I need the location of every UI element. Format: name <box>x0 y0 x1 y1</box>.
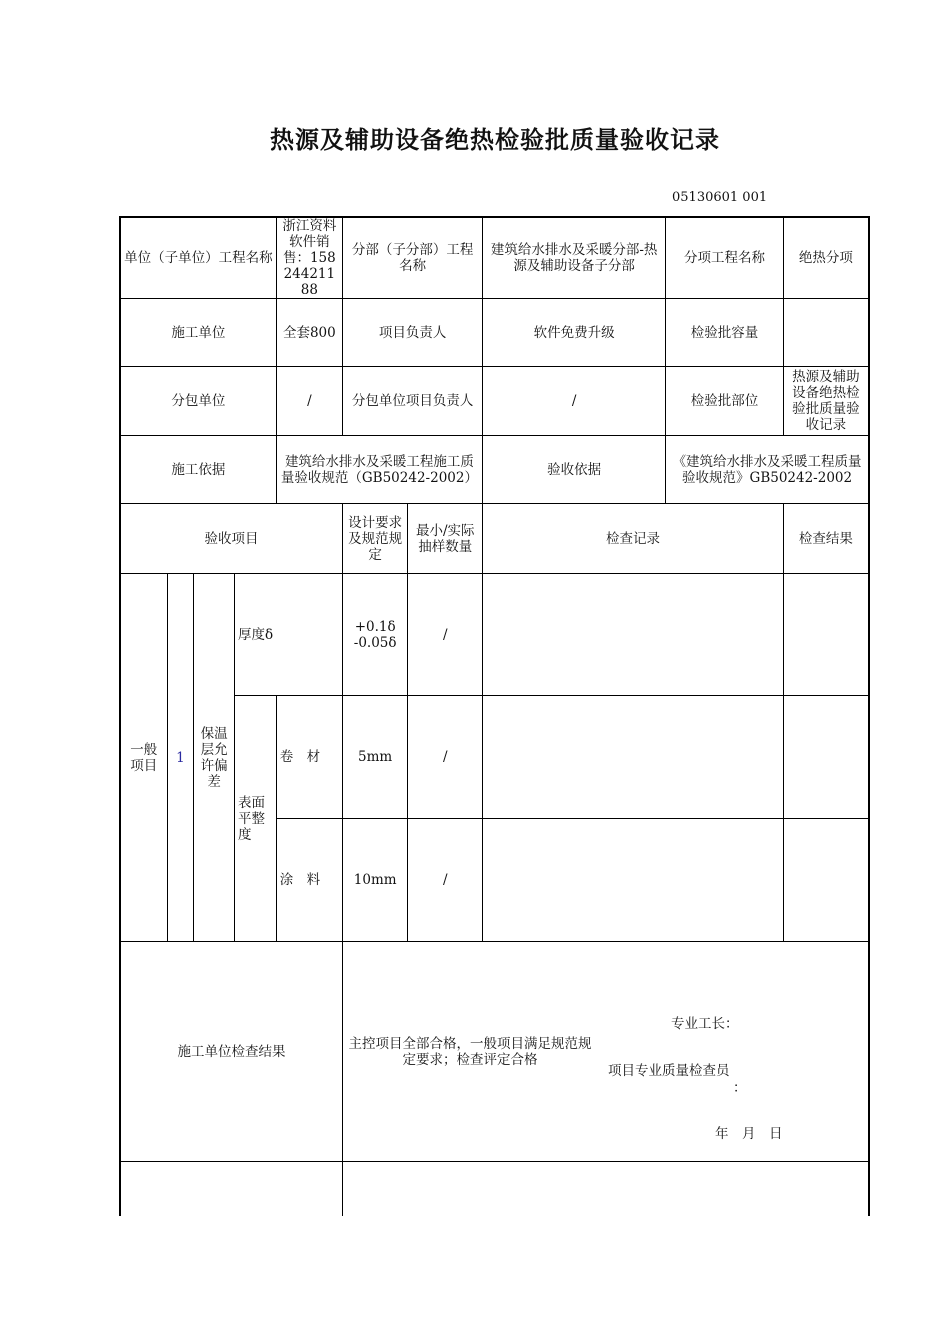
capacity-value <box>783 299 869 367</box>
sub-project-value: 建筑给水排水及采暖分部-热源及辅助设备子分部 <box>483 217 666 299</box>
acceptance-basis-label: 验收依据 <box>483 436 666 504</box>
roll-material-record <box>483 696 784 819</box>
item-project-value: 绝热分项 <box>783 217 869 299</box>
inspection-form <box>119 216 870 1216</box>
subcontractor-value: / <box>276 367 342 436</box>
thickness-result <box>783 574 869 696</box>
thickness-label: 厚度δ <box>234 574 342 696</box>
item-project-label: 分项工程名称 <box>666 217 784 299</box>
roll-material-sample: / <box>408 696 483 819</box>
column-result: 检查结果 <box>783 504 869 574</box>
column-record: 检查记录 <box>483 504 784 574</box>
coating-label: 涂 料 <box>276 819 342 942</box>
constructor-result-label: 施工单位检查结果 <box>120 942 343 1162</box>
coating-record <box>483 819 784 942</box>
acceptance-basis-value: 《建筑给水排水及采暖工程质量验收规范》GB50242-2002 <box>666 436 869 504</box>
project-manager-value: 软件免费升级 <box>483 299 666 367</box>
constructor-label: 施工单位 <box>120 299 276 367</box>
capacity-label: 检验批容量 <box>666 299 784 367</box>
sub-pm-label: 分包单位项目负责人 <box>343 367 483 436</box>
inspector-colon: ： <box>733 1080 747 1096</box>
result-conclusion: 主控项目全部合格，一般项目满足规范规定要求；检查评定合格 <box>348 1036 592 1068</box>
thickness-design: +0.1δ -0.05δ <box>343 574 408 696</box>
inspector-label: 项目专业质量检查员 <box>608 1063 730 1079</box>
roll-material-result <box>783 696 869 819</box>
insulation-deviation-label: 保温层允许偏差 <box>194 574 235 942</box>
surface-flatness-label: 表面平整度 <box>234 696 276 942</box>
thickness-record <box>483 574 784 696</box>
column-design: 设计要求及规范规定 <box>343 504 408 574</box>
location-label: 检验批部位 <box>666 367 784 436</box>
page-title: 热源及辅助设备绝热检验批质量验收记录 <box>270 126 720 154</box>
general-items-label: 一般项目 <box>120 574 167 942</box>
thickness-sample: / <box>408 574 483 696</box>
basis-label: 施工依据 <box>120 436 276 504</box>
sub-project-label: 分部（子分部）工程名称 <box>343 217 483 299</box>
sub-pm-value: / <box>483 367 666 436</box>
foreman-label: 专业工长： <box>671 1016 739 1032</box>
unit-label: 单位（子单位）工程名称 <box>120 217 276 299</box>
location-value: 热源及辅助设备绝热检验批质量验收记录 <box>783 367 869 436</box>
coating-sample: / <box>408 819 483 942</box>
document-code: 05130601 001 <box>672 190 768 205</box>
supervisor-result-label <box>120 1162 343 1217</box>
roll-material-label: 卷 材 <box>276 696 342 819</box>
column-item: 验收项目 <box>120 504 343 574</box>
supervisor-result-content <box>343 1162 869 1217</box>
column-sample: 最小/实际抽样数量 <box>408 504 483 574</box>
basis-value: 建筑给水排水及采暖工程施工质量验收规范（GB50242-2002） <box>276 436 483 504</box>
coating-design: 10mm <box>343 819 408 942</box>
coating-result <box>783 819 869 942</box>
subcontractor-label: 分包单位 <box>120 367 276 436</box>
unit-value: 浙江资料软件销售：15824421188 <box>276 217 342 299</box>
project-manager-label: 项目负责人 <box>343 299 483 367</box>
date-label: 年 月 日 <box>715 1126 783 1142</box>
roll-material-design: 5mm <box>343 696 408 819</box>
constructor-result-content <box>343 942 869 1162</box>
constructor-value: 全套800 <box>276 299 342 367</box>
general-item-index: 1 <box>167 574 194 942</box>
